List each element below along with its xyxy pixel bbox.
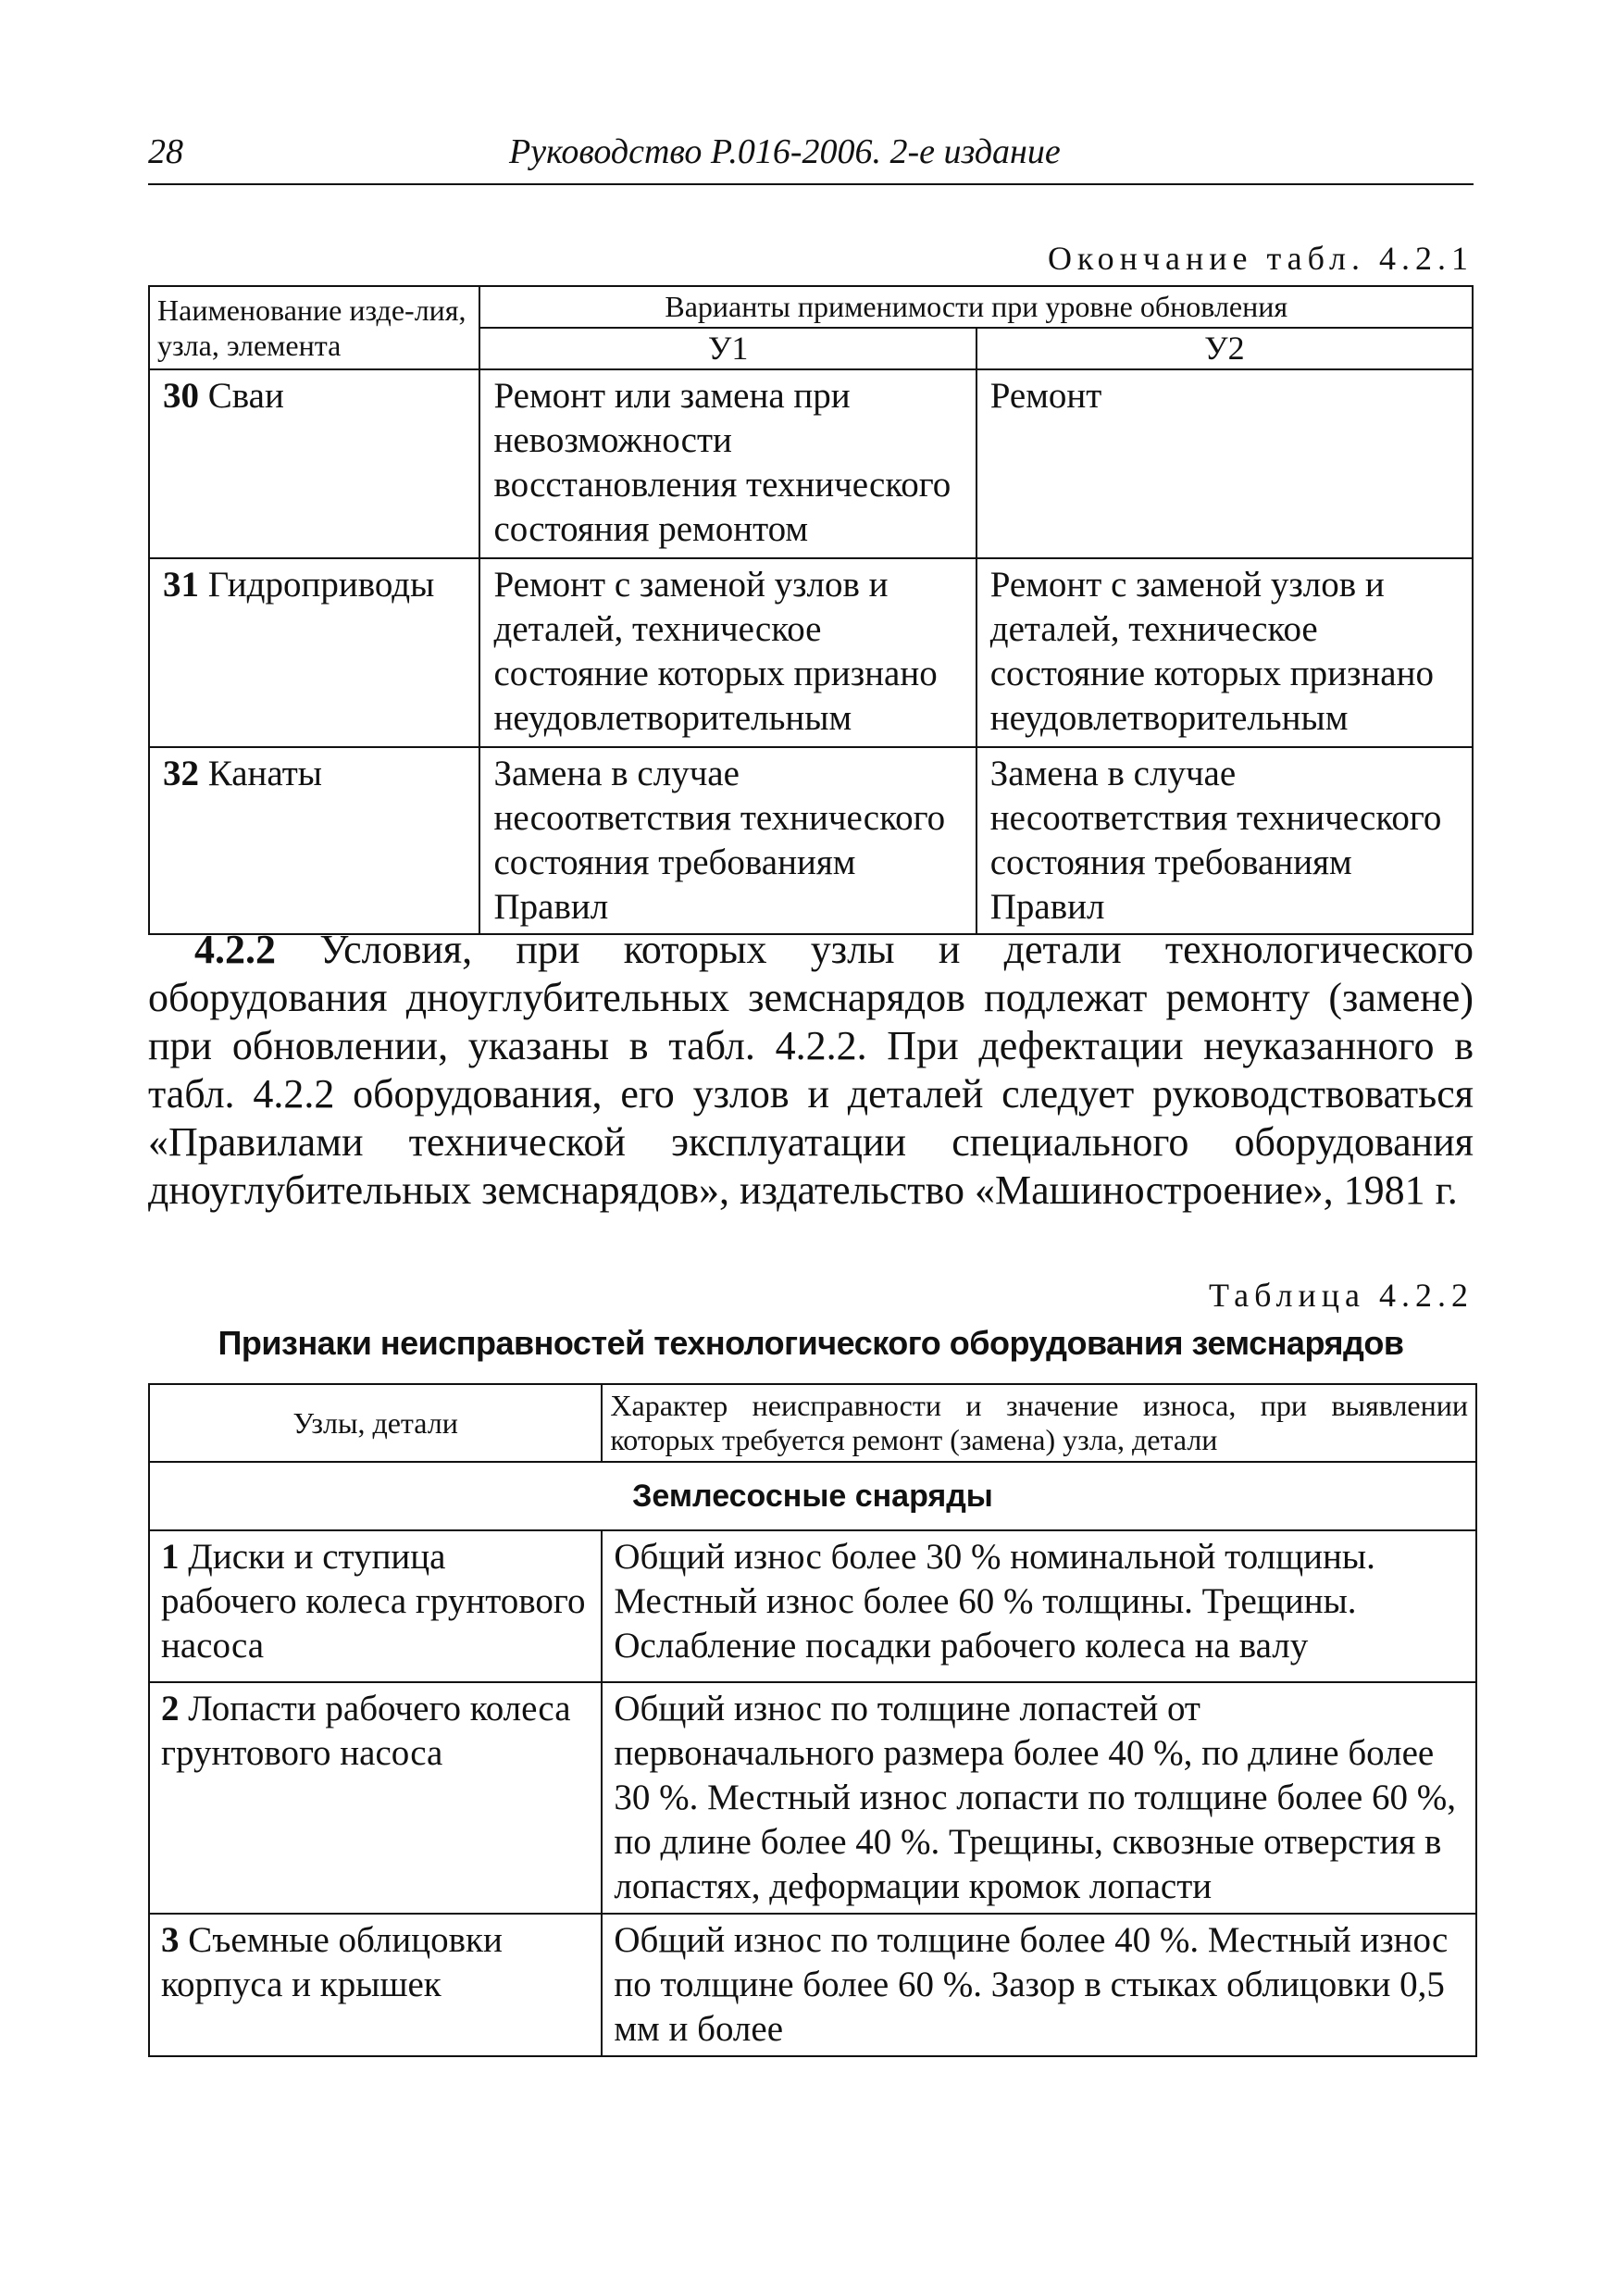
table-row: [149, 1530, 1476, 1682]
item-name: Канаты: [207, 754, 322, 793]
table-cell-y1: Замена в случае несоответствия технического состояния требованиям Правил: [479, 747, 976, 934]
table2-section-title: Землесосные снаряды: [149, 1462, 1476, 1530]
table-cell-item: [149, 747, 479, 934]
item-number: 1: [161, 1537, 180, 1577]
item-name: Съемные облицовки корпуса и крышек: [161, 1920, 503, 2004]
table-row: [149, 1914, 1476, 2056]
table-cell-y1: Ремонт с заменой узлов и деталей, техническое состояние которых признано неудовлетворительным: [479, 558, 976, 747]
table1-subheader-y1: У1: [479, 328, 976, 369]
table-row: [149, 1682, 1476, 1914]
table-cell-y2: Ремонт с заменой узлов и деталей, техническое состояние которых признано неудовлетворительным: [976, 558, 1473, 747]
table-cell-y2: Замена в случае несоответствия технического состояния требованиям Правил: [976, 747, 1473, 934]
item-name: Диски и ступица рабочего колеса грунтового насоса: [161, 1537, 586, 1666]
table-cell-part: [149, 1530, 602, 1682]
table-row: [149, 558, 1473, 747]
page-header: [148, 128, 1474, 185]
table-cell-y2: Ремонт: [976, 369, 1473, 558]
table2-col-parts-header: Узлы, детали: [149, 1384, 602, 1462]
table-4-2-2: [148, 1383, 1477, 2057]
item-number: 2: [161, 1689, 180, 1728]
table-cell-fault: Общий износ по толщине более 40 %. Местный износ по толщине более 60 %. Зазор в стыках облицовки 0,5 мм и более: [602, 1914, 1476, 2056]
item-number: 31: [163, 565, 199, 605]
table-row: [149, 747, 1473, 934]
running-title: Руководство Р.016-2006. 2-е издание: [509, 132, 1061, 171]
table-cell-item: [149, 369, 479, 558]
item-number: 30: [163, 376, 199, 416]
item-name: Сваи: [207, 376, 284, 416]
table1-col-item-header: Наименование изде-лия, узла, элемента: [149, 286, 479, 369]
item-number: 3: [161, 1920, 180, 1960]
paragraph-4-2-2: [148, 926, 1474, 1215]
paragraph-text: Условия, при которых узлы и детали технологического оборудования дноуглубительных земснарядов подлежат ремонту (замене) при обновлении, указаны в табл. 4.2.2. При дефектации неуказанного в табл. 4.2.2 оборудования, его узлов и деталей следует руководствоваться «Правилами технической эксплуатации специального оборудования дноуглубительных земснарядов», издательство «Машиностроение», 1981 г.: [148, 927, 1474, 1213]
table2-title: Признаки неисправностей технологического оборудования земснарядов: [218, 1324, 1404, 1362]
item-name: Лопасти рабочего колеса грунтового насоса: [161, 1689, 571, 1773]
table-4-2-1: [148, 285, 1474, 935]
table-cell-y1: Ремонт или замена при невозможности восстановления технического состояния ремонтом: [479, 369, 976, 558]
table1-caption: Окончание табл. 4.2.1: [1047, 240, 1474, 277]
table-cell-part: [149, 1682, 602, 1914]
item-number: 32: [163, 754, 199, 793]
paragraph-number: 4.2.2: [194, 927, 276, 972]
table1-col-variants-header: Варианты применимости при уровне обновления: [479, 286, 1473, 328]
table2-col-fault-header: Характер неисправности и значение износа, при выявлении которых требуется ремонт (замена) узла, детали: [602, 1384, 1476, 1462]
table-row: [149, 369, 1473, 558]
table2-caption: Таблица 4.2.2: [1209, 1277, 1474, 1314]
table-cell-fault: Общий износ по толщине лопастей от первоначального размера более 40 %, по длине более 30 %. Местный износ лопасти по толщине более 60 %, по длине более 40 %. Трещины, сквозные отверстия в лопастях, деформации кромок лопасти: [602, 1682, 1476, 1914]
table1-subheader-y2: У2: [976, 328, 1473, 369]
page-number: 28: [148, 132, 183, 171]
table-cell-item: [149, 558, 479, 747]
item-name: Гидроприводы: [207, 565, 435, 605]
table-cell-part: [149, 1914, 602, 2056]
table-cell-fault: Общий износ более 30 % номинальной толщины. Местный износ более 60 % толщины. Трещины. Ослабление посадки рабочего колеса на валу: [602, 1530, 1476, 1682]
